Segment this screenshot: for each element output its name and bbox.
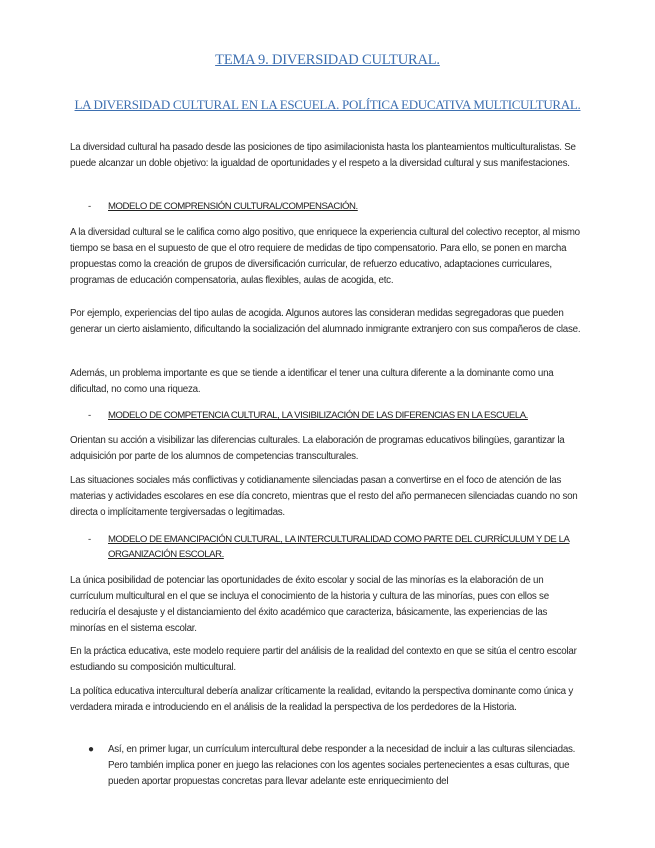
heading-dash: - xyxy=(88,201,91,212)
document-subtitle: LA DIVERSIDAD CULTURAL EN LA ESCUELA. POLÍTICA EDUCATIVA MULTICULTURAL. xyxy=(74,97,581,112)
model-2-heading xyxy=(88,408,588,423)
heading-dash: - xyxy=(88,534,91,545)
heading-dash: - xyxy=(88,410,91,421)
model-3-paragraph-2: En la práctica educativa, este modelo requiere partir del análisis de la realidad del contexto en que se sitúa el centro escolar estudiando su composición multicultural. xyxy=(70,646,577,673)
model-1-heading xyxy=(88,199,588,214)
model-3-heading xyxy=(88,532,588,562)
model-1-paragraph-1: A la diversidad cultural se le califica como algo positivo, que enriquece la experiencia cultural del colectivo receptor, al mismo tiempo se basa en el supuesto de que el otro requiere de medidas de tipo compensatorio. Para ello, se ponen en marcha propuestas como la creación de grupos de diversificación curricular, de refuerzo educativo, adaptaciones curriculares, programas de educación compensatoria, aulas flexibles, aulas de acogida, etc. xyxy=(70,227,580,286)
model-2-heading-text: MODELO DE COMPETENCIA CULTURAL, LA VISIBILIZACIÓN DE LAS DIFERENCIAS EN LA ESCUELA. xyxy=(108,410,528,421)
model-2-paragraph-1: Orientan su acción a visibilizar las diferencias culturales. La elaboración de programas educativos bilingües, garantizar la adquisición por parte de los alumnos de competencias transculturales. xyxy=(70,435,565,462)
model-1-paragraph-3: Además, un problema importante es que se tiende a identificar el tener una cultura diferente a la dominante como una dificultad, no como una riqueza. xyxy=(70,368,554,395)
bullet-list-item xyxy=(88,742,586,790)
model-3-heading-text: MODELO DE EMANCIPACIÓN CULTURAL, LA INTERCULTURALIDAD COMO PARTE DEL CURRÍCULUM Y DE LA ORGANIZACIÓN ESCOLAR. xyxy=(108,534,570,560)
model-1-heading-text: MODELO DE COMPRENSIÓN CULTURAL/COMPENSACIÓN. xyxy=(108,201,358,212)
document-title: TEMA 9. DIVERSIDAD CULTURAL. xyxy=(215,52,440,68)
bullet-dot-icon: ● xyxy=(88,744,94,755)
intro-paragraph: La diversidad cultural ha pasado desde las posiciones de tipo asimilacionista hasta los planteamientos multiculturalistas. Se puede alcanzar un doble objetivo: la igualdad de oportunidades y el respeto a la diversidad cultural y sus manifestaciones. xyxy=(70,142,576,169)
model-3-paragraph-1: La única posibilidad de potenciar las oportunidades de éxito escolar y social de las minorías es la elaboración de un currículum multicultural en el que se incluya el conocimiento de la historia y cultura de las minorías, pues con ellos se reduciría el desajuste y el distanciamiento del éxito académico que caracteriza, básicamente, las experiencias de las minorías en el sistema escolar. xyxy=(70,575,549,634)
model-3-paragraph-3: La política educativa intercultural debería analizar críticamente la realidad, evitando la perspectiva dominante como única y verdadera mirada e introduciendo en el análisis de la realidad la perspectiva de los perdedores de la Historia. xyxy=(70,686,573,713)
model-1-paragraph-2: Por ejemplo, experiencias del tipo aulas de acogida. Algunos autores las consideran medidas segregadoras que pueden generar un cierto aislamiento, dificultando la socialización del alumnado inmigrante extranjero con sus compañeros de clase. xyxy=(70,308,581,335)
model-2-paragraph-2: Las situaciones sociales más conflictivas y cotidianamente silenciadas pasan a convertirse en el foco de atención de las materias y actividades escolares en ese día concreto, mientras que el resto del año permanecen silenciadas cuando no son directa o implícitamente tergiversadas o legitimadas. xyxy=(70,475,578,518)
bullet-text: Así, en primer lugar, un currículum intercultural debe responder a la necesidad de incluir a las culturas silenciadas. Pero también implica poner en juego las relaciones con los agentes sociales pertenecientes a esas culturas, que pueden aportar propuestas concretas para llevar adelante este enriquecimiento del xyxy=(108,744,576,787)
